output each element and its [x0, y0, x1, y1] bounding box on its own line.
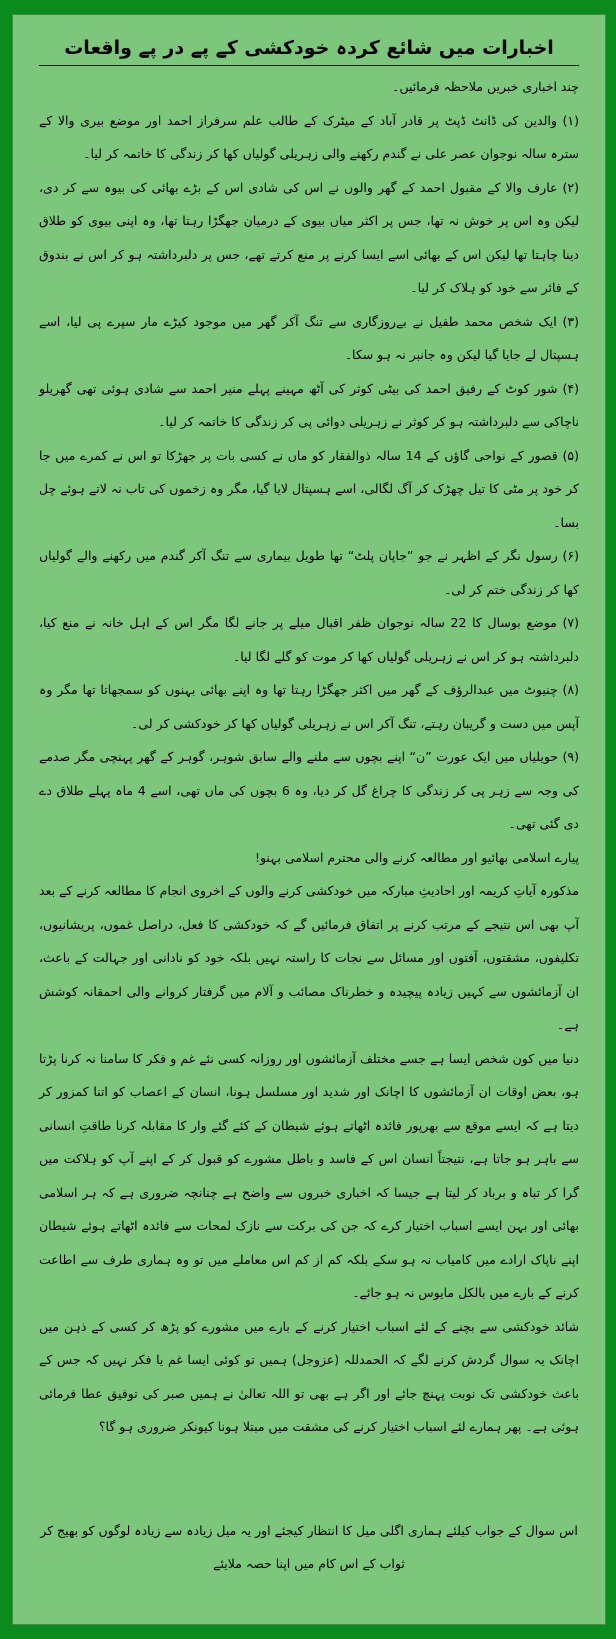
list-item: (۳) ایک شخص محمد طفیل نے بےروزگاری سے تنگ آکر گھر میں موجود کیڑے مار سپرے پی لیا، اسے ہسپتال لے جایا گیا لیکن وہ جانبر نہ ہو سکا۔: [39, 313, 579, 362]
article-panel: [12, 14, 606, 1625]
list-item: (۶) رسول نگر کے اظہر نے جو ”جاپان پلٹ“ تھا طویل بیماری سے تنگ آکر گندم میں رکھنے والے گولیاں کھا کر زندگی ختم کر لی۔: [39, 548, 579, 597]
intro-text: چند اخباری خبریں ملاحظہ فرمائیں۔: [392, 79, 579, 94]
salutation: پیارے اسلامی بھائیو اور مطالعہ کرنے والی محترم اسلامی بہنو!: [254, 849, 579, 865]
list-item: (۴) شور کوٹ کے رفیق احمد کی بیٹی کوثر کی آٹھ مہینے پہلے منیر احمد سے شادی ہوئی تھی گھریلو ناچاکی سے دلبرداشتہ ہو کر کوثر نے زہریلی دوائی پی کر زندگی کا خاتمہ کر لیا۔: [39, 380, 579, 429]
list-item: (۵) قصور کے نواحی گاؤں کے 14 سالہ ذوالفقار کو ماں نے کسی بات پر جھڑکا تو اس نے کمرے میں جا کر خود پر مٹی کا تیل چھڑک کر آگ لگالی، اسے ہسپتال لایا گیا، مگر وہ زخموں کی تاب نہ لاتے ہوئے چل بسا۔: [39, 447, 580, 530]
news-list: [39, 104, 579, 841]
body-paragraph: مذکورہ آیاتِ کریمہ اور احادیثِ مبارکہ میں خودکشی کرنے والوں کے اخروی انجام کا مطالعہ کرنے کے بعد آپ بھی اس نتیجے کے مرتب کرنے پر اتفاق فرمائیں گے کہ خودکشی کا فعل، دراصل غموں، پریشانیوں، تکلیفوں، مشقتوں، آفتوں اور مسائل سے نجات کا راستہ نہیں بلکہ خود کو نادانی اور جہالت کے باعث، ان آزمائشوں سے کہیں زیادہ پیچیدہ و خطرناک مصائب و آلام میں گرفتار کروانے والی احمقانہ کوشش ہے۔: [39, 883, 579, 1032]
footer-note: اس سوال کے جواب کیلئے ہماری اگلی میل کا انتظار کیجئے اور یہ میل زیادہ سے زیادہ لوگوں کو بھیج کر ثواب کے اس کام میں اپنا حصہ ملایئے: [40, 1522, 578, 1571]
list-item: (۱) والدین کی ڈانٹ ڈپٹ پر قادر آباد کے میٹرک کے طالب علم سرفراز احمد اور موضع بیری والا کے سترہ سالہ نوجوان عصر علی نے گندم رکھنے والی زہریلی گولیاں کھا کر زندگی کا خاتمہ کر لیا۔: [39, 112, 579, 161]
list-item: (۲) عارف والا کے مقبول احمد کے گھر والوں نے اس کی شادی اس کے بڑے بھائی کی بیوہ سے کر دی، لیکن وہ اس پر خوش نہ تھا، جس پر اکثر میاں بیوی کے درمیان جھگڑا رہتا تھا، وہ اپنی بیوی کو طلاق دینا چاہتا تھا لیکن اس کے بھائی اسے ایسا کرنے پر منع کرتے تھے، جس پر دلبرداشتہ ہو کر اس نے بندوق کے فائر سے خود کو ہلاک کر لیا۔: [39, 179, 579, 295]
list-item: (۹) حویلیاں میں ایک عورت ”ن“ اپنے بچوں سے ملنے والے سابق شوہر، گوہر کے گھر پہنچی مگر صدمے کی وجہ سے زہر پی کر زندگی کا چراغ گل کر دیا، وہ 6 بچوں کی ماں تھی، اسے 4 ماہ پہلے طلاق دے دی گئی تھی۔: [39, 749, 579, 831]
list-item: (۷) موضع بوسال کا 22 سالہ نوجوان ظفر اقبال میلے پر جانے لگا مگر اس کے اہل خانہ نے منع کیا، دلبرداشتہ ہو کر اس نے زہریلی گولیاں کھا کر موت کو گلے لگا لیا۔: [39, 615, 579, 664]
page-title: اخبارات میں شائع کردہ خودکشی کے پے در پے واقعات: [39, 33, 579, 66]
body-paragraph: شائد خودکشی سے بچنے کے لئے اسباب اختیار کرنے کے بارے میں مشورے کو پڑھ کر کسی کے ذہن میں اچانک یہ سوال گردش کرنے لگے کہ الحمدللہ (عزوجل) ہمیں تو کوئی ایسا غم یا فکر نہیں کہ جس کے باعث خودکشی تک نوبت پہنچ جائے اور اگر ہے بھی تو اللہ تعالیٰ نے ہمیں صبر کی توفیق عطا فرمائی ہوئی ہے۔ پھر ہمارے لئے اسباب اختیار کرنے کی مشقت میں مبتلا ہونا کیونکر ضروری ہو گا؟: [39, 1318, 579, 1434]
list-item: (۸) چنیوٹ میں عبدالرؤف کے گھر میں اکثر جھگڑا رہتا تھا وہ اپنے بھائی بہنوں کو سمجھاتا تھا مگر وہ آپس میں دست و گریبان رہتے، تنگ آکر اس نے زہریلی گولیاں کھا کر خودکشی کر لی۔: [39, 682, 579, 731]
body-paragraph: دنیا میں کون شخص ایسا ہے جسے مختلف آزمائشوں اور روزانہ کسی نئے غم و فکر کا سامنا نہ کرنا پڑتا ہو، بعض اوقات ان آزمائشوں کا اچانک اور شدید اور مسلسل ہونا، انسان کے اعصاب کو اتنا کمزور کر دیتا ہے کہ ایسے موقع سے بھرپور فائدہ اٹھاتے ہوئے شیطان کے کئے گئے وار کا مقابلہ کرنا طاقتِ انسانی سے باہر ہو جاتا ہے، نتیجتاً انسان اس کے فاسد و باطل مشورے کو قبول کر کے اپنے آپ کو ہلاکت میں گرا کر تباہ و برباد کر لیتا ہے جیسا کہ اخباری خبروں سے واضح ہے چنانچہ ضروری ہے کہ ہر اسلامی بھائی اور بہن ایسے اسباب اختیار کرے کہ جن کی برکت سے نازک لمحات سے فائدہ اٹھاتے ہوئے شیطان اپنے ناپاک ارادے میں کامیاب نہ ہو سکے بلکہ کم از کم اس معاملے میں تو وہ ہماری طرف سے اطاعت کرنے کے بارے میں بالکل مایوس نہ ہو جائے۔: [39, 1050, 579, 1300]
article-content: [39, 33, 579, 1604]
